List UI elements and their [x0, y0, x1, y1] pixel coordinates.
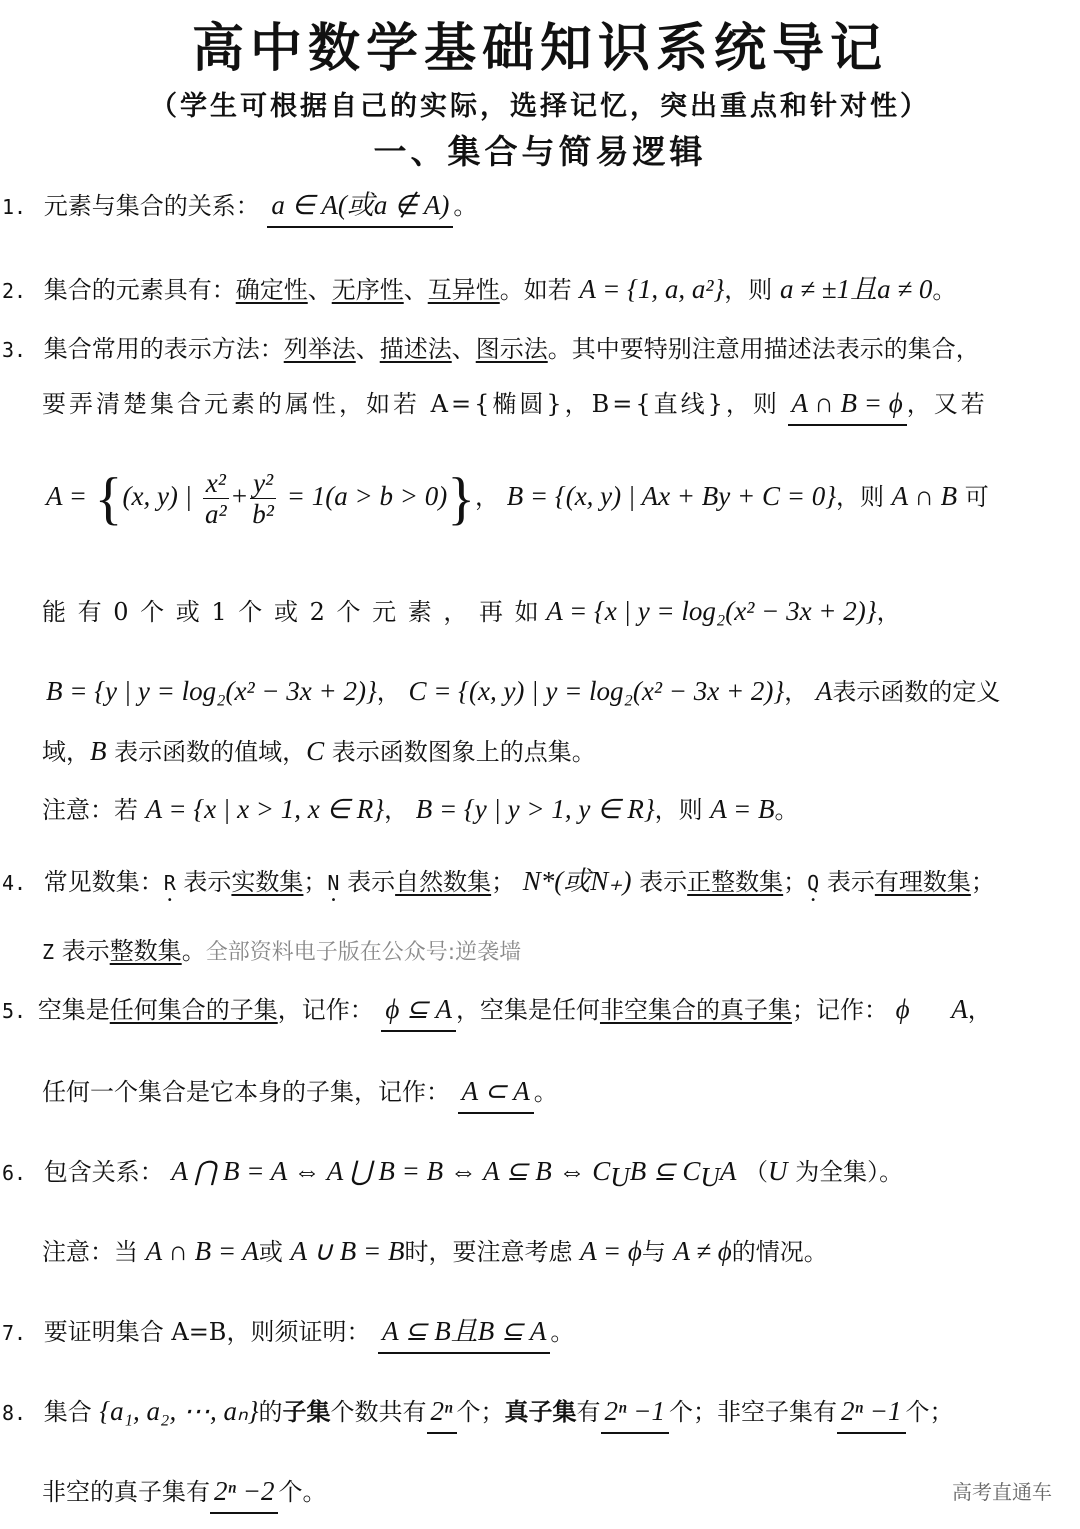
item-7	[2, 1314, 574, 1354]
item-text: 表示	[639, 868, 688, 896]
item-text: 个；非空子集有	[669, 1398, 838, 1426]
watermark-text: 全部资料电子版在公众号:逆袭墙	[205, 940, 522, 965]
value-nonempty-proper-count: 2ⁿ −2	[210, 1474, 278, 1514]
formula-note-equal: A = B	[710, 794, 775, 824]
property-definiteness: 确定性	[235, 276, 308, 304]
value-subset-count: 2ⁿ	[427, 1394, 457, 1434]
text-proper-subset: 非空集合的真子集	[599, 996, 792, 1024]
subscript-u: U	[610, 1161, 630, 1192]
item-3-line-1: 3. 集合常用的表示方法：列举法、描述法、图示法。其中要特别注意用描述法表示的集合，	[2, 335, 980, 363]
item-text: 表示	[183, 868, 232, 896]
symbol-n-plus: N*(或N₊)	[522, 866, 632, 896]
item-6-note	[42, 1234, 828, 1269]
formula-mutual-subset: A ⊆ B且B ⊆ A	[378, 1314, 550, 1354]
set-real: 实数集	[231, 868, 304, 896]
punct: 。	[181, 937, 206, 965]
property-unordered: 无序性	[331, 276, 404, 304]
formula-set-a-label: A =	[46, 481, 87, 511]
symbol-q: Q	[807, 871, 820, 895]
item-text: 。如若	[499, 276, 572, 304]
item-6-line-1	[2, 1154, 903, 1194]
brace-close: }	[447, 465, 476, 531]
set-integer: 整数集	[109, 937, 182, 965]
item-text: 集合的元素具有：	[43, 276, 236, 304]
symbol-u: U	[768, 1156, 788, 1186]
symbol-a: A	[951, 994, 968, 1024]
item-number: 1.	[2, 195, 27, 219]
formula-self-subset: A ⊂ A	[458, 1074, 534, 1114]
formula-cup: A ∪ B = B	[290, 1236, 405, 1266]
item-8-line-2	[42, 1474, 326, 1514]
item-3-line-4	[42, 594, 901, 629]
formula-cap: A ∩ B = A	[145, 1236, 259, 1266]
item-3-line-5	[46, 674, 1000, 709]
item-4-line-2	[42, 934, 521, 970]
item-text: 常见数集：	[43, 868, 164, 896]
item-text: ，则	[836, 483, 885, 511]
set-positive-integer: 正整数集	[687, 868, 784, 896]
note-label: 注意：当	[42, 1238, 138, 1266]
item-text: 与	[641, 1238, 666, 1266]
item-3-line-2	[42, 386, 988, 426]
item-text: 任何一个集合是它本身的子集，记作：	[42, 1078, 450, 1106]
item-8-line-1	[2, 1394, 954, 1434]
text-any-set-subset: 任何集合的子集	[109, 996, 278, 1024]
punct: ，	[967, 996, 992, 1024]
item-text: 元素与集合的关系：	[43, 192, 260, 220]
item-text: 表示	[61, 937, 110, 965]
item-number: 3.	[2, 338, 27, 362]
fraction-numerator: y²	[250, 468, 276, 499]
formula-set-a-log: A = {x | y = log₂(x² − 3x + 2)}	[546, 596, 877, 626]
method-diagram: 图示法	[475, 335, 548, 363]
formula-empty-subset: ϕ ⊆ A	[381, 992, 456, 1032]
item-number: 4.	[2, 871, 27, 895]
formula-ellipse-condition: = 1(a > b > 0)	[286, 481, 448, 511]
punct: ；	[303, 868, 328, 896]
property-distinct: 互异性	[427, 276, 500, 304]
punct: ，	[376, 678, 401, 706]
bold-proper-subset: 真子集	[504, 1397, 577, 1426]
section-heading: 一、集合与简易逻辑	[373, 132, 707, 171]
item-text: ；记作：	[791, 996, 888, 1024]
item-text: 空集是	[37, 996, 110, 1024]
item-number: 7.	[2, 1321, 27, 1345]
punct: ，	[475, 483, 500, 511]
item-text: 为全集）。	[795, 1158, 904, 1186]
item-number: 2.	[2, 279, 27, 303]
item-text: 非空的真子集有	[42, 1478, 210, 1506]
punct: ，	[384, 796, 409, 824]
punct: ，	[784, 678, 809, 706]
item-number: 6.	[2, 1161, 27, 1185]
item-text: 包含关系：	[43, 1158, 164, 1186]
item-text: 集合常用的表示方法：	[43, 335, 284, 363]
punct: 。	[932, 276, 957, 304]
punct: 。	[774, 796, 799, 824]
item-text: 可	[964, 483, 989, 511]
note-label: 注意：若	[42, 796, 138, 824]
fraction-y	[250, 468, 276, 529]
symbol-n: N	[327, 871, 340, 895]
item-text: ，记作：	[277, 996, 374, 1024]
item-3-line-6	[42, 734, 596, 769]
set-rational: 有理数集	[874, 868, 971, 896]
punct: ；	[491, 868, 516, 896]
punct: ；	[783, 868, 808, 896]
item-text: 域，	[42, 738, 90, 766]
item-text: （	[744, 1158, 769, 1186]
symbol-c: C	[306, 736, 325, 766]
formula-note-a: A = {x | x > 1, x ∈ R}	[145, 794, 385, 824]
symbol-z: Z	[42, 940, 55, 964]
fraction-denominator: a²	[204, 499, 227, 529]
formula-inclusion: A ⋂ B = A ⇔ A ⋃ B = B ⇔ A ⊆ B ⇔ C	[171, 1156, 611, 1186]
item-number: 8.	[2, 1401, 27, 1425]
item-text: 个；	[905, 1398, 954, 1426]
formula-a-cap-b: A ∩ B	[891, 481, 958, 511]
item-text: 表示函数的定义	[832, 678, 1001, 706]
formula-point: (x, y) |	[122, 481, 193, 511]
method-description: 描述法	[379, 335, 452, 363]
item-3-line-3: A = {(x, y) | $\frac{\text{x²}}{\text{a²}}$ + $\frac{\text{y²}}{\text{b²}}$ = 1(a > b > 0)}， B = {(x, y) | Ax + By + C = 0}，则 A ∩ B 可	[46, 465, 989, 531]
item-text: 表示函数图象上的点集。	[331, 738, 596, 766]
item-text: 或	[258, 1238, 283, 1266]
item-text: 的情况。	[731, 1238, 828, 1266]
item-text: 表示函数的值域，	[114, 738, 307, 766]
fraction-denominator: b²	[252, 499, 274, 529]
formula-empty-set: A = ϕ	[580, 1236, 642, 1266]
punct: ，	[876, 598, 901, 626]
item-3-note	[42, 792, 799, 827]
page-title: 高中数学基础知识系统导记	[191, 18, 888, 79]
punct: 。	[533, 1078, 558, 1106]
formula-non-empty: A ≠ ϕ	[673, 1236, 732, 1266]
formula-set-b-log: B = {y | y = log₂(x² − 3x + 2)}	[46, 676, 377, 706]
formula-inclusion-mid: B ⊆ C	[629, 1156, 701, 1186]
item-number: 5.	[2, 999, 27, 1023]
symbol-empty: ϕ	[895, 994, 910, 1024]
item-text: 集合	[43, 1398, 92, 1426]
item-text: 表示	[826, 868, 875, 896]
formula-set-b: B = {(x, y) | Ax + By + C = 0}	[506, 481, 837, 511]
item-text: 有	[576, 1398, 601, 1426]
item-5-line-1	[2, 992, 992, 1032]
item-text: 要证明集合 A=B，则须证明：	[43, 1318, 371, 1346]
page-subtitle: （学生可根据自己的实际，选择记忆，突出重点和针对性）	[150, 91, 930, 122]
punct: ；	[970, 868, 995, 896]
bold-subset: 子集	[282, 1397, 331, 1426]
formula-set-list: {a₁, a₂, ⋯, aₙ}	[99, 1396, 259, 1426]
fraction-x	[203, 468, 229, 529]
item-text: 个。	[278, 1478, 327, 1506]
item-text: 时，要注意考虑	[404, 1238, 573, 1266]
symbol-a: A	[815, 676, 833, 706]
item-1	[2, 188, 477, 228]
item-text: 要弄清楚集合元素的属性，如若 A={椭圆}，B={直线}，则	[42, 390, 780, 418]
value-proper-subset-count: 2ⁿ −1	[601, 1394, 669, 1434]
item-4-line-1	[2, 864, 995, 906]
item-2: 2. 集合的元素具有：确定性、无序性、互异性。如若 A = {1, a, a²}，则 a ≠ ±1且a ≠ 0。	[2, 274, 957, 304]
footer-brand: 高考直通车	[952, 1480, 1052, 1504]
formula-set: A = {1, a, a²}	[579, 274, 725, 304]
item-text: 个数共有	[330, 1398, 427, 1426]
item-text: ，空集是任何	[455, 996, 600, 1024]
fraction-numerator: x²	[203, 468, 229, 499]
method-enumeration: 列举法	[283, 335, 356, 363]
item-5-line-2	[42, 1074, 558, 1114]
item-text: 的	[258, 1398, 283, 1426]
punct: 。	[550, 1318, 575, 1346]
formula-condition: a ≠ ±1且a ≠ 0	[779, 274, 933, 304]
symbol-b: B	[90, 736, 107, 766]
symbol-r: R	[163, 871, 176, 895]
subscript-u: U	[700, 1161, 720, 1192]
set-natural: 自然数集	[395, 868, 492, 896]
brace-open: {	[94, 465, 123, 531]
item-text: 表示	[347, 868, 396, 896]
punct: 。	[453, 192, 478, 220]
formula-membership: a ∈ A(或a ∉ A)	[267, 188, 453, 228]
formula-set-c-log: C = {(x, y) | y = log₂(x² − 3x + 2)}	[408, 676, 785, 706]
item-text: ，则	[724, 276, 773, 304]
item-text: 能 有 0 个 或 1 个 或 2 个 元 素 ， 再 如	[42, 598, 539, 626]
formula-intersection-empty: A ∩ B = ϕ	[788, 386, 907, 426]
item-text: ，则	[654, 796, 703, 824]
item-text: ，又若	[906, 390, 988, 418]
formula-note-b: B = {y | y > 1, y ∈ R}	[415, 794, 655, 824]
formula-inclusion-end: A	[719, 1156, 737, 1186]
item-text: 。其中要特别注意用描述法表示的集合，	[547, 335, 980, 363]
value-nonempty-subset-count: 2ⁿ −1	[837, 1394, 905, 1434]
item-text: 个；	[456, 1398, 505, 1426]
